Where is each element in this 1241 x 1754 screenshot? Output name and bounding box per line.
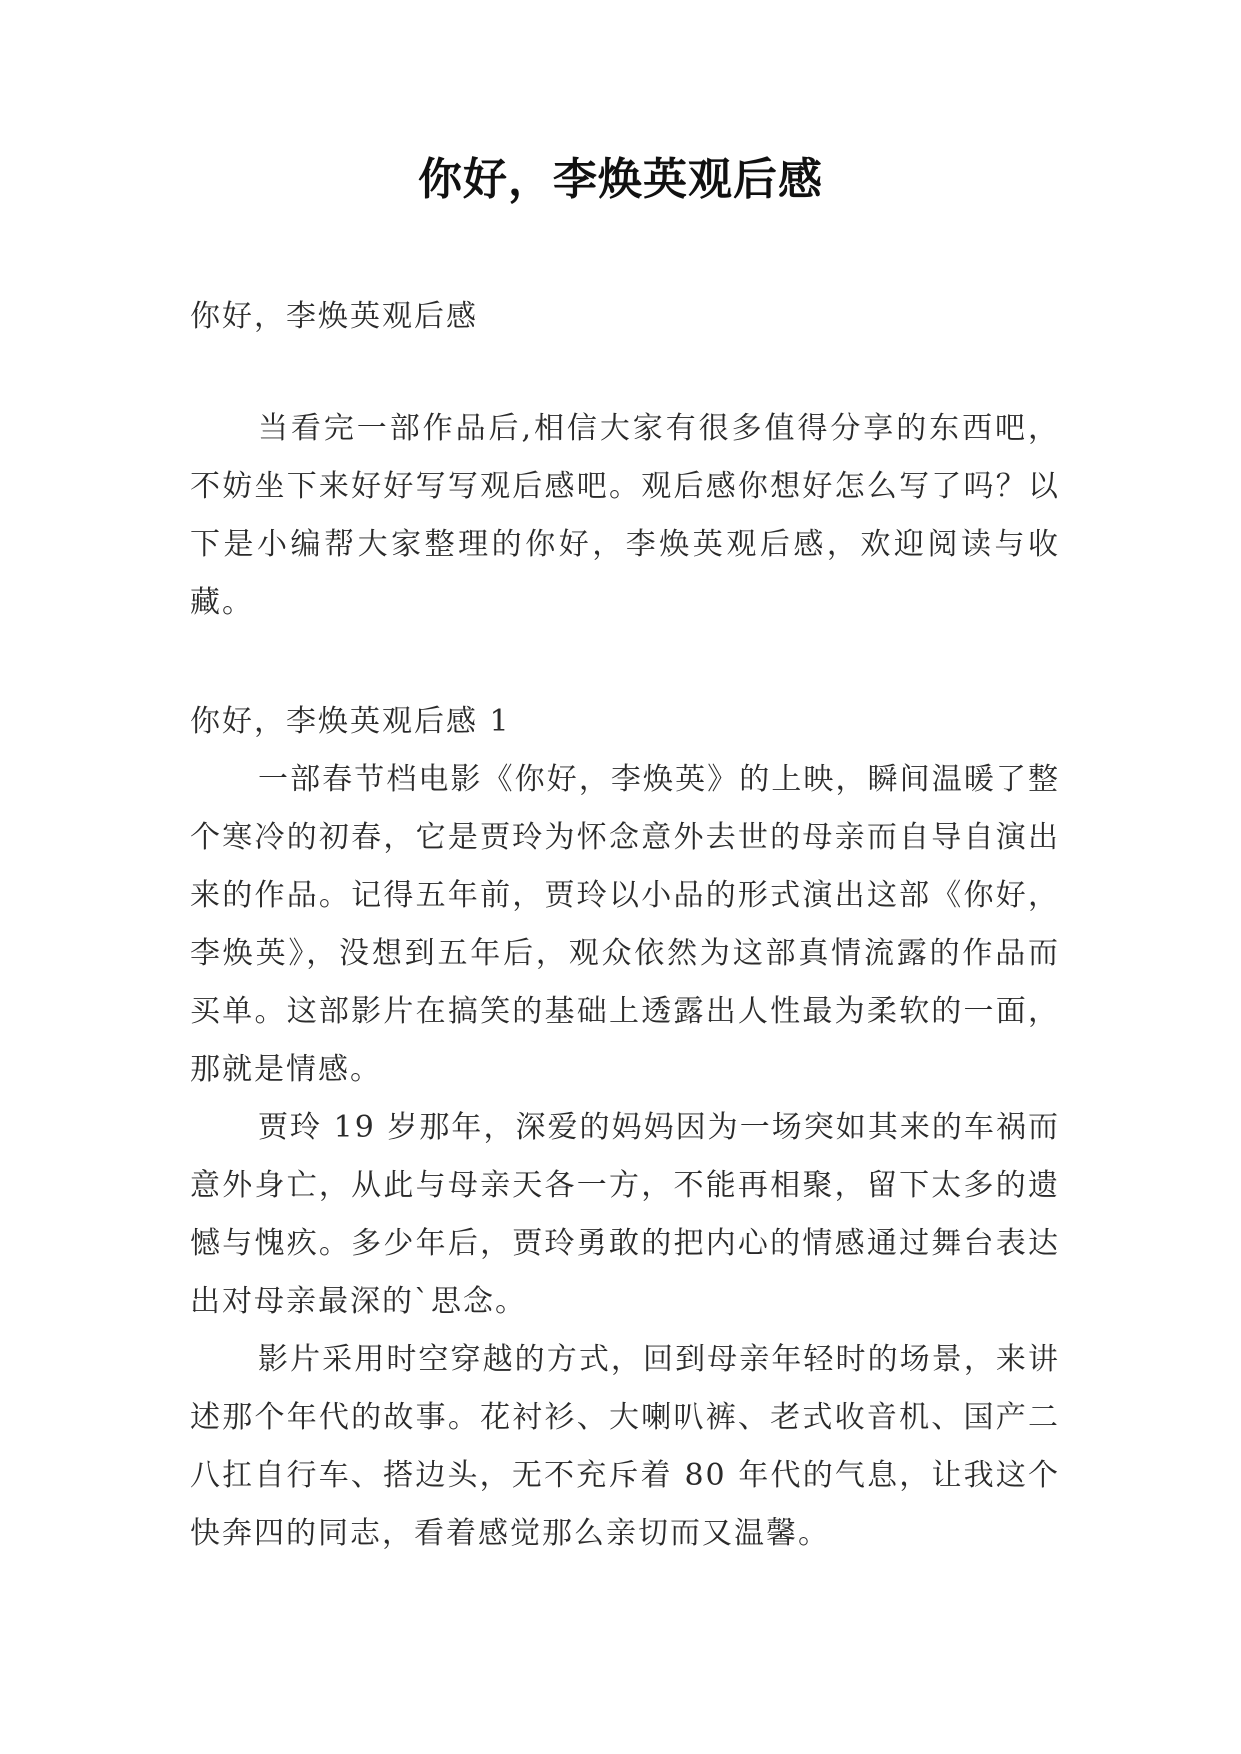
body-paragraph: 贾玲 19 岁那年，深爱的妈妈因为一场突如其来的车祸而意外身亡，从此与母亲天各一方，不能再相聚，留下太多的遗憾与愧疚。多少年后，贾玲勇敢的把内心的情感通过舞台表达出对母亲最深的`思念。 [190, 1110, 1060, 1319]
document-title: 你好，李焕英观后感 [418, 154, 823, 205]
section-1 [190, 693, 1060, 1563]
intro-section [190, 400, 1060, 632]
body-paragraph: 一部春节档电影《你好，李焕英》的上映，瞬间温暖了整个寒冷的初春，它是贾玲为怀念意外去世的母亲而自导自演出来的作品。记得五年前，贾玲以小品的形式演出这部《你好，李焕英》，没想到五年后，观众依然为这部真情流露的作品而买单。这部影片在搞笑的基础上透露出人性最为柔软的一面，那就是情感。 [190, 762, 1060, 1087]
body-paragraph: 影片采用时空穿越的方式，回到母亲年轻时的场景，来讲述那个年代的故事。花衬衫、大喇叭裤、老式收音机、国产二八扛自行车、搭边头，无不充斥着 80 年代的气息，让我这个快奔四的同志，看着感觉那么亲切而又温馨。 [190, 1342, 1060, 1551]
subtitle-text: 你好，李焕英观后感 [190, 299, 478, 334]
section-heading: 你好，李焕英观后感 1 [190, 704, 511, 739]
document-subtitle [190, 288, 1060, 346]
intro-paragraph: 当看完一部作品后,相信大家有很多值得分享的东西吧，不妨坐下来好好写写观后感吧。观后感你想好怎么写了吗？以下是小编帮大家整理的你好，李焕英观后感，欢迎阅读与收藏。 [190, 411, 1060, 620]
